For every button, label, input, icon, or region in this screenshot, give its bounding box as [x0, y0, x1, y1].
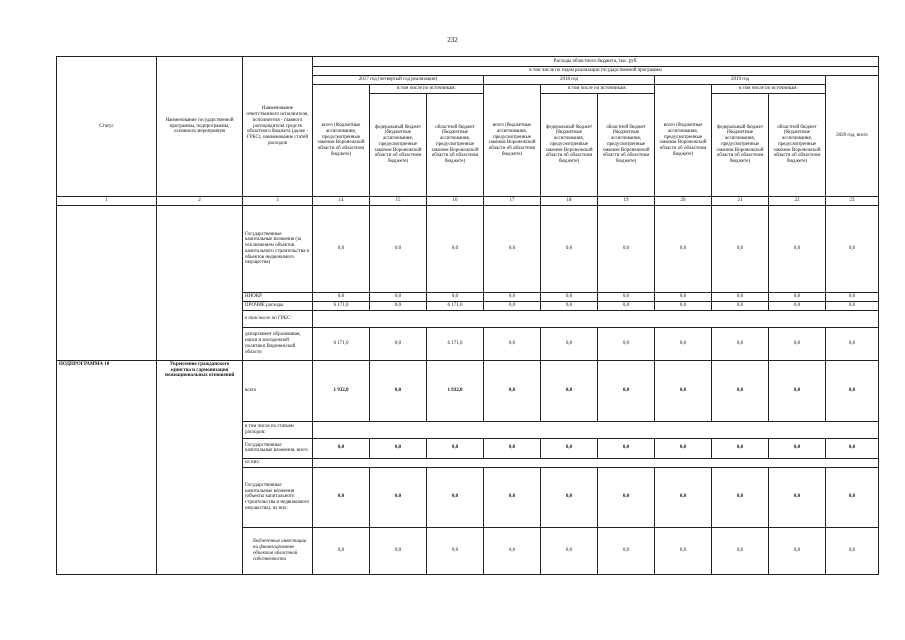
value-cell: 0,0	[655, 327, 712, 360]
value-cell: 0,0	[598, 467, 655, 527]
value-cell: 0,0	[769, 360, 826, 421]
value-cell: 0,0	[427, 292, 484, 301]
header-by-years: в том числе по годам реализации государственной программы	[313, 67, 879, 76]
value-cell: 0,0	[826, 327, 879, 360]
value-cell: 0,0	[484, 467, 541, 527]
value-cell: 0,0	[712, 360, 769, 421]
header-by-sources: в том числе по источникам:	[712, 84, 826, 93]
page-number: 232	[447, 36, 458, 44]
value-cell: 0,0	[655, 360, 712, 421]
value-cell: 0,0	[370, 205, 427, 292]
header-program-name: Наименование государственной программы, подпрограммы, основного мероприятия	[157, 57, 243, 197]
value-cell: 0,0	[712, 467, 769, 527]
row-label: в том числе по ГРБС:	[243, 310, 313, 327]
value-cell: 0,0	[712, 301, 769, 310]
value-cell: 0,0	[712, 438, 769, 458]
value-cell: 0,0	[541, 527, 598, 574]
value-cell: 0,0	[484, 438, 541, 458]
col-number: 3	[243, 196, 313, 205]
value-cell: 6 171,0	[427, 327, 484, 360]
value-cell: 0,0	[598, 205, 655, 292]
value-cell: 0,0	[655, 292, 712, 301]
value-cell: 0,0	[484, 327, 541, 360]
table-row	[57, 360, 879, 421]
value-cell: 0,0	[427, 438, 484, 458]
row-label: ПРОЧИЕ расходы	[243, 301, 313, 310]
col-number: 16	[427, 196, 484, 205]
header-col-regional: областной бюджет (бюджетные ассигнования, предусмотренные законом Воронежской области об областном бюджете)	[598, 93, 655, 196]
value-cell: 0,0	[313, 205, 370, 292]
value-cell: 0,0	[598, 527, 655, 574]
value-cell: 0,0	[769, 438, 826, 458]
table-row	[57, 205, 879, 292]
value-cell: 0,0	[769, 292, 826, 301]
value-cell: 0,0	[655, 527, 712, 574]
value-cell: 0,0	[712, 327, 769, 360]
value-cell: 0,0	[598, 292, 655, 301]
value-cell: 0,0	[541, 205, 598, 292]
header-by-sources: в том числе по источникам:	[370, 84, 484, 93]
header-col-federal: федеральный бюджет (бюджетные ассигнования, предусмотренные законом Воронежской области об областном бюджете)	[712, 93, 769, 196]
value-cell: 0,0	[541, 292, 598, 301]
row-label: всего	[243, 360, 313, 421]
row-label: Государственные капитальные вложения (за исключением объектов капитального строительства и объектов недвижимого имущества)	[243, 205, 313, 292]
value-cell: 0,0	[826, 527, 879, 574]
value-cell: 0,0	[769, 205, 826, 292]
col-number: 1	[57, 196, 157, 205]
col-number: 23	[826, 196, 879, 205]
header-col-regional: областной бюджет (бюджетные ассигнования, предусмотренные законом Воронежской области об областном бюджете)	[769, 93, 826, 196]
value-cell: 0,0	[427, 527, 484, 574]
header-by-sources: в том числе по источникам:	[541, 84, 655, 93]
value-cell: 0,0	[826, 292, 879, 301]
col-number: 20	[655, 196, 712, 205]
subprogram-name: Укрепление гражданского единства и гармонизация межнациональных отношений	[157, 360, 243, 574]
value-cell: 0,0	[427, 205, 484, 292]
header-expenses-title: Расходы областного бюджета, тыс. руб.	[313, 57, 879, 67]
header-col-federal: федеральный бюджет (бюджетные ассигнования, предусмотренные законом Воронежской области об областном бюджете)	[541, 93, 598, 196]
value-cell: 0,0	[484, 360, 541, 421]
row-label: бюджетные инвестиции на финансирование объектов областной собственности	[243, 527, 313, 574]
col-number: 22	[769, 196, 826, 205]
value-cell: 0,0	[370, 360, 427, 421]
value-cell: 6 171,0	[313, 327, 370, 360]
col-number: 21	[712, 196, 769, 205]
value-cell: 0,0	[712, 527, 769, 574]
header-year-2017: 2017 год (четвертый год реализации)	[313, 76, 484, 85]
header-col-total: всего (бюджетные ассигнования, предусмотренные законом Воронежской области об областном бюджете)	[313, 84, 370, 196]
header-status: Статус	[57, 57, 157, 197]
value-cell: 0,0	[655, 467, 712, 527]
value-cell-empty	[313, 310, 879, 327]
value-cell: 0,0	[655, 438, 712, 458]
value-cell: 0,0	[541, 360, 598, 421]
header-year-2019: 2019 год	[655, 76, 826, 85]
value-cell: 0,0	[541, 467, 598, 527]
value-cell: 0,0	[313, 438, 370, 458]
value-cell: 0,0	[712, 292, 769, 301]
value-cell: 0,0	[826, 301, 879, 310]
value-cell: 0,0	[769, 301, 826, 310]
value-cell: 0,0	[313, 467, 370, 527]
col-number: 14	[313, 196, 370, 205]
value-cell: 0,0	[826, 360, 879, 421]
value-cell: 0,0	[655, 205, 712, 292]
row-label: Государственные капитальные вложения (объекты капитального строительства и недвижимого имущества), из них:	[243, 467, 313, 527]
value-cell: 0,0	[541, 327, 598, 360]
col-number: 2	[157, 196, 243, 205]
col-number: 15	[370, 196, 427, 205]
header-gov-name: Наименование ответственного исполнителя, исполнителя - главного распорядителя средств областного бюджета (далее - ГРБС), наименование статей расходов	[243, 57, 313, 197]
header-col-2020: 2020 год, всего	[826, 76, 879, 197]
value-cell: 1 932,0	[313, 360, 370, 421]
value-cell: 0,0	[598, 301, 655, 310]
header-col-regional: областной бюджет (бюджетные ассигнования, предусмотренные законом Воронежской области об областном бюджете)	[427, 93, 484, 196]
value-cell-empty	[313, 421, 879, 438]
header-col-total: всего (бюджетные ассигнования, предусмотренные законом Воронежской области об областном бюджете)	[655, 84, 712, 196]
value-cell: 0,0	[655, 301, 712, 310]
row-label: в том числе по статьям расходов:	[243, 421, 313, 438]
row-label: департамент образования, науки и молодежной политики Воронежской области	[243, 327, 313, 360]
value-cell: 0,0	[370, 327, 427, 360]
value-cell: 0,0	[826, 205, 879, 292]
value-cell: 0,0	[313, 292, 370, 301]
value-cell: 0,0	[826, 467, 879, 527]
value-cell: 0,0	[541, 301, 598, 310]
header-col-total: всего (бюджетные ассигнования, предусмотренные законом Воронежской области об областном бюджете)	[484, 84, 541, 196]
value-cell: 0,0	[370, 292, 427, 301]
subprogram-status: ПОДПРОГРАММА 10	[57, 360, 157, 574]
header-col-federal: федеральный бюджет (бюджетные ассигнования, предусмотренные законом Воронежской области об областном бюджете)	[370, 93, 427, 196]
value-cell: 0,0	[712, 205, 769, 292]
status-cell-empty	[57, 205, 157, 360]
value-cell: 0,0	[427, 467, 484, 527]
value-cell: 0,0	[598, 438, 655, 458]
value-cell: 0,0	[769, 327, 826, 360]
value-cell: 0,0	[370, 527, 427, 574]
value-cell: 0,0	[484, 301, 541, 310]
value-cell: 6 171,0	[427, 301, 484, 310]
value-cell: 0,0	[598, 327, 655, 360]
value-cell: 0,0	[484, 527, 541, 574]
col-number: 19	[598, 196, 655, 205]
row-label: НИОКР	[243, 292, 313, 301]
value-cell: 0,0	[541, 438, 598, 458]
value-cell-empty	[313, 458, 879, 467]
value-cell: 0,0	[370, 301, 427, 310]
value-cell: 0,0	[826, 438, 879, 458]
value-cell: 0,0	[370, 467, 427, 527]
budget-table	[56, 56, 879, 575]
value-cell: 0,0	[313, 527, 370, 574]
value-cell: 0,0	[598, 360, 655, 421]
value-cell: 0,0	[370, 438, 427, 458]
value-cell: 1 932,0	[427, 360, 484, 421]
row-label: из них:	[243, 458, 313, 467]
value-cell: 0,0	[484, 205, 541, 292]
row-label: Государственные капитальные вложения, всего	[243, 438, 313, 458]
program-cell-empty	[157, 205, 243, 360]
col-number: 18	[541, 196, 598, 205]
value-cell: 0,0	[484, 292, 541, 301]
value-cell: 0,0	[769, 467, 826, 527]
value-cell: 6 171,0	[313, 301, 370, 310]
column-number-row	[57, 196, 879, 205]
header-year-2018: 2018 год	[484, 76, 655, 85]
col-number: 17	[484, 196, 541, 205]
value-cell: 0,0	[769, 527, 826, 574]
